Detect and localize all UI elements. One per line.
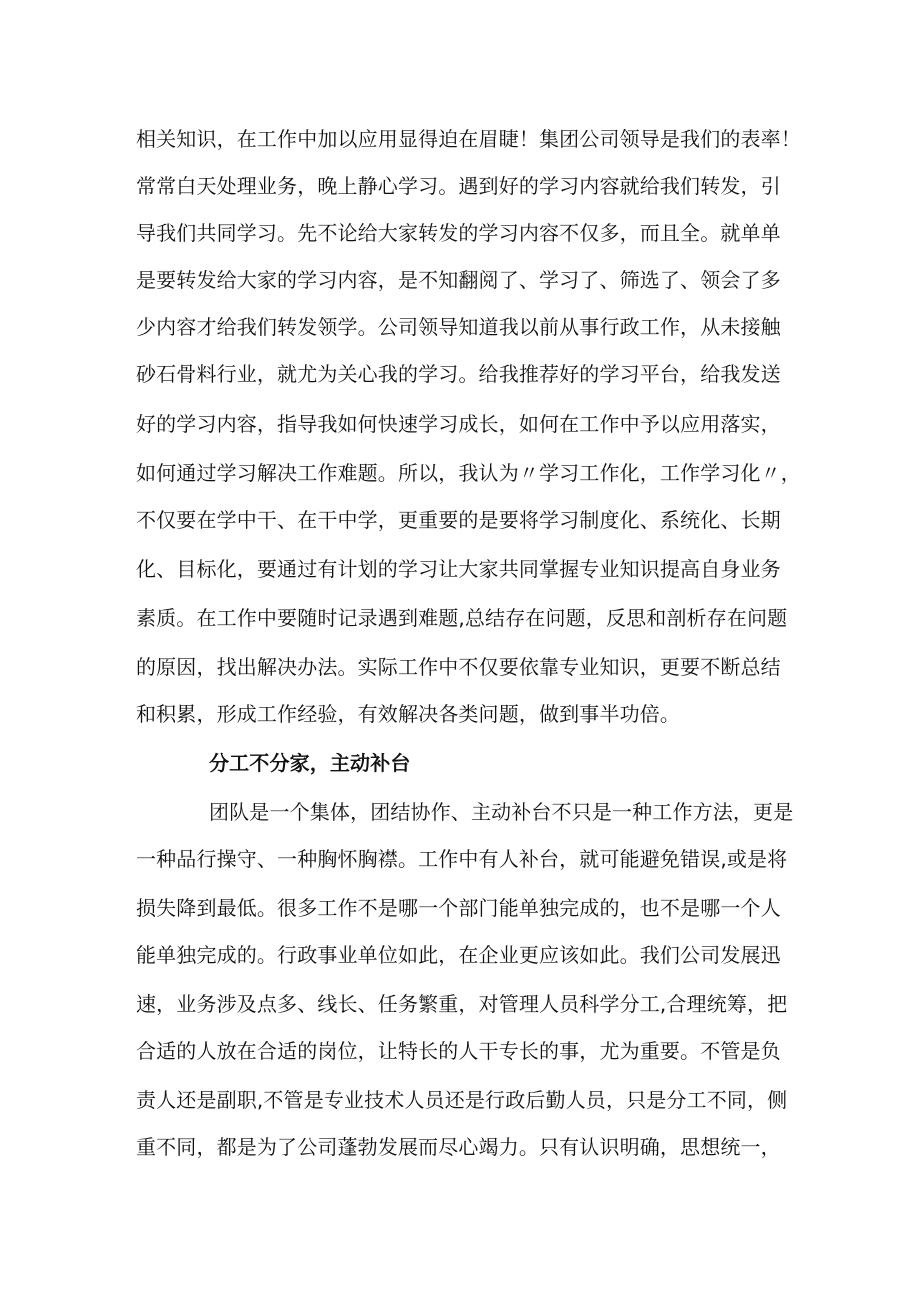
paragraph-line: 能单独完成的。行政事业单位如此，在企业更应该如此。我们公司发展迅 bbox=[136, 943, 781, 967]
paragraph-line: 和积累，形成工作经验，有效解决各类问题，做到事半功倍。 bbox=[136, 702, 681, 726]
paragraph-line: 责人还是副职,不管是专业技术人员还是行政后勤人员，只是分工不同，侧 bbox=[136, 1088, 788, 1112]
paragraph-line: 化、目标化，要通过有计划的学习让大家共同掌握专业知识提高自身业务 bbox=[136, 557, 781, 581]
paragraph-line: 损失降到最低。很多工作不是哪一个部门能单独完成的，也不是哪一个人 bbox=[136, 896, 781, 920]
paragraph-line: 好的学习内容，指导我如何快速学习成长，如何在工作中予以应用落实， bbox=[136, 412, 781, 436]
paragraph-line: 导我们共同学习。先不论给大家转发的学习内容不仅多，而且全。就单单 bbox=[136, 221, 781, 245]
section-heading: 分工不分家，主动补台 bbox=[209, 751, 411, 775]
paragraph-line: 常常白天处理业务，晚上静心学习。遇到好的学习内容就给我们转发，引 bbox=[136, 174, 781, 198]
paragraph-line: 的原因，找出解决办法。实际工作中不仅要依靠专业知识，更要不断总结 bbox=[136, 655, 781, 679]
paragraph-line: 少内容才给我们转发领学。公司领导知道我以前从事行政工作，从未接触 bbox=[136, 315, 781, 339]
paragraph-line: 如何通过学习解决工作难题。所以，我认为〃学习工作化，工作学习化〃， bbox=[136, 461, 801, 485]
paragraph-line: 合适的人放在合适的岗位，让特长的人干专长的事，尤为重要。不管是负 bbox=[136, 1039, 781, 1063]
paragraph-line: 团队是一个集体，团结协作、主动补台不只是一种工作方法，更是 bbox=[209, 800, 794, 824]
paragraph-line: 是要转发给大家的学习内容，是不知翻阅了、学习了、筛选了、领会了多 bbox=[136, 268, 781, 292]
paragraph-line: 素质。在工作中要随时记录遇到难题,总结存在问题，反思和剖析存在问题 bbox=[136, 606, 788, 630]
paragraph-line: 速，业务涉及点多、线长、任务繁重，对管理人员科学分工,合理统筹，把 bbox=[136, 992, 788, 1016]
paragraph-line: 一种品行操守、一种胸怀胸襟。工作中有人补台，就可能避免错误,或是将 bbox=[136, 847, 788, 871]
paragraph-line: 相关知识，在工作中加以应用显得迫在眉睫！集团公司领导是我们的表率！ bbox=[136, 127, 801, 151]
paragraph-line: 重不同，都是为了公司蓬勃发展而尽心竭力。只有认识明确，思想统一， bbox=[136, 1135, 781, 1159]
paragraph-line: 砂石骨料行业，就尤为关心我的学习。给我推荐好的学习平台，给我发送 bbox=[136, 362, 781, 386]
paragraph-line: 不仅要在学中干、在干中学，更重要的是要将学习制度化、系统化、长期 bbox=[136, 508, 781, 532]
